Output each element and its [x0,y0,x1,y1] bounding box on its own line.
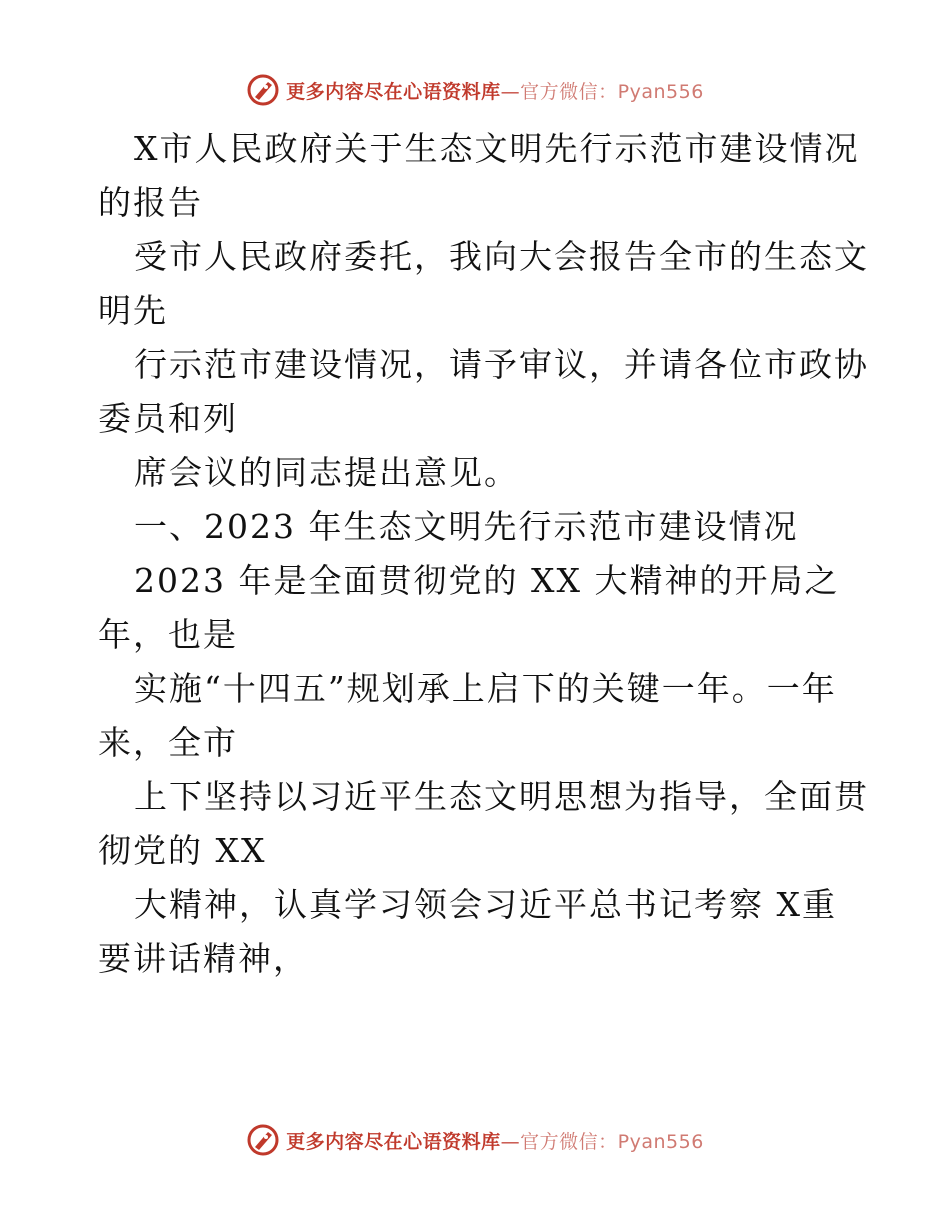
watermark-separator: — [500,1130,521,1153]
paragraph-line: 实施“十四五”规划承上启下的关键一年。一年 [134,669,837,708]
watermark-wechat: 官方微信：Pyan556 [520,1130,704,1153]
paragraph-line: 要讲话精神， [98,939,308,978]
paragraph-line: 2023 年是全面贯彻党的 XX 大精神的开局之 [134,561,840,600]
paragraph-line: 行示范市建设情况，请予审议，并请各位市政协 [134,345,869,384]
watermark-wechat: 官方微信：Pyan556 [520,80,704,103]
paragraph-line: 上下坚持以习近平生态文明思想为指导，全面贯 [134,777,869,816]
footer-watermark [0,1120,950,1160]
doc-title-line-2: 的报告 [98,183,203,222]
paragraph-line: 来，全市 [98,723,238,762]
section-heading: 一、2023 年生态文明先行示范市建设情况 [134,507,799,546]
paragraph-line: 受市人民政府委托，我向大会报告全市的生态文 [134,237,869,276]
header-watermark [0,70,950,110]
document-body [98,122,868,986]
paragraph-line: 席会议的同志提出意见。 [134,453,519,492]
pen-logo-icon [246,1123,280,1157]
paragraph-line: 年，也是 [98,615,238,654]
watermark-brand: 更多内容尽在心语资料库 [286,1130,501,1153]
watermark-text [286,1127,704,1154]
paragraph-line: 明先 [98,291,168,330]
watermark-text [286,77,704,104]
watermark-brand: 更多内容尽在心语资料库 [286,80,501,103]
paragraph-line: 委员和列 [98,399,238,438]
doc-title-line-1: X市人民政府关于生态文明先行示范市建设情况 [134,129,860,168]
pen-logo-icon [246,73,280,107]
watermark-separator: — [500,80,521,103]
paragraph-line: 大精神，认真学习领会习近平总书记考察 X重 [134,885,837,924]
paragraph-line: 彻党的 XX [98,831,267,870]
